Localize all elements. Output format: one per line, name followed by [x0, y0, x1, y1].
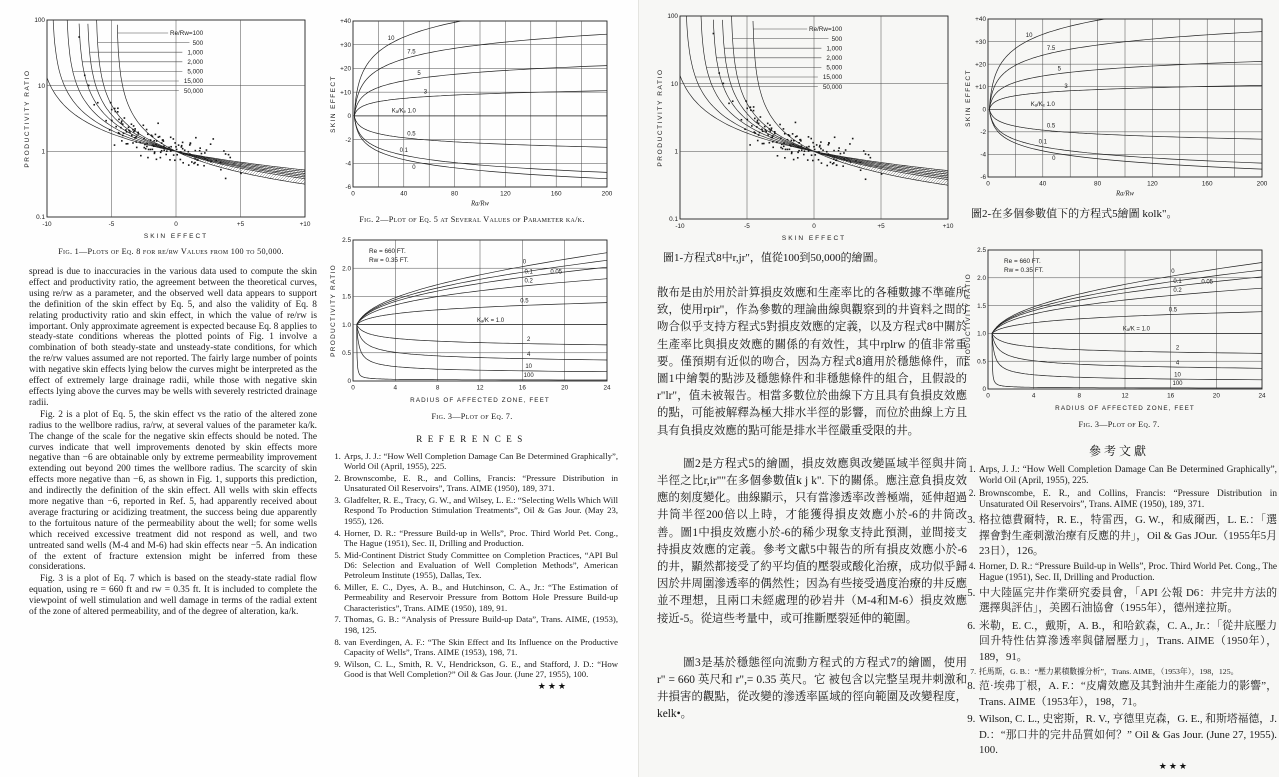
fig3-chart [326, 235, 614, 409]
paragraph: 圖2是方程式5的繪圖，損皮效應與改變區域半徑與井筒半徑之比r,ir""在多個參數值k j k". 下的關係。應注意負損皮效應的刻度變化。曲線顯示，只有當滲透率改善極端，延伸超過井筒半徑200倍以上時，才能獲得損皮效應小於-6的井筒改善。圖1中損皮效應小於-6的稀少現象支持此預測，並間接支持損皮效應的定義。參考文獻5中報告的所有損皮效應小於-6的井，顯然都接受了約平均值的壓裂或酸化治療，成功似乎歸因於井周圍滲透率的偶然性；因為有些接受過度治療的井反應並不理想，且兩口未經處理的砂岩井（M-4和M-6）損皮效應接近-5。從這些考量中，或可推斷壓裂延伸的範圍。 [657, 457, 967, 625]
reference-item: 2. Brownscombe, E. R., and Collins, Francis: “Pressure Distribution in Unsaturated Oil Reservoirs”, Trans. AIME (1950), 189, 371. [978, 489, 1277, 511]
article-body-english [29, 267, 317, 618]
svg-text:160: 160 [550, 190, 562, 198]
svg-text:1.5: 1.5 [342, 293, 351, 301]
svg-text:Ra/Rw: Ra/Rw [1115, 190, 1135, 198]
svg-text:Rw = 0.35 FT.: Rw = 0.35 FT. [1004, 267, 1044, 274]
figure-1 [20, 14, 322, 257]
svg-text:50,000: 50,000 [183, 87, 204, 95]
references-heading-zh: 參考文獻 [1088, 444, 1149, 458]
reference-item: 9. Wilson, C. L., 史密斯，R. V., 亨德里克森，G. E., 和斯塔福德，J. D.：“那口井的完井品質如何？” Oil & Gas Jour. (June 27, 1955). 100. [978, 712, 1277, 759]
svg-text:7.5: 7.5 [407, 49, 416, 56]
reference-item: 1. Arps, J. J.: “How Well Completion Damage Can Be Determined Graphically”, World Oil (April, 1955), 225. [978, 465, 1277, 487]
paragraph: 圖3是基於穩態徑向流動方程式的方程式7的繪圖，使用 r" = 660 英尺和 r",= 0.35 英尺。它 被包含以完整呈現井刺激和井損害的觀點，從改變的滲透率區域的徑向範圍及改變程度，kelk•。 [657, 656, 967, 721]
svg-text:+5: +5 [877, 223, 885, 230]
svg-text:1.0: 1.0 [977, 330, 986, 338]
svg-text:8: 8 [435, 384, 440, 392]
left-column-chinese [653, 10, 971, 724]
svg-text:80: 80 [1094, 180, 1102, 188]
svg-text:+5: +5 [236, 221, 245, 228]
left-column-english [20, 14, 322, 618]
end-of-article-mark: ★★★ [1158, 760, 1189, 771]
reference-item: 7. 托馬斯，G. B.：“壓力累積數據分析”，Trans. AIME，（1953年），198，125。 [978, 667, 1277, 677]
fig1-caption-zh: 圖1-方程式8中r,jr"，值從100到50,000的繪圖。 [663, 252, 885, 264]
end-of-article-mark: ★★★ [537, 681, 568, 692]
svg-text:1: 1 [41, 148, 45, 156]
figure-1-translated [653, 10, 971, 265]
svg-text:0.5: 0.5 [977, 358, 986, 366]
right-column-english [326, 16, 618, 692]
svg-text:100: 100 [667, 13, 678, 21]
figure-3-translated [961, 245, 1277, 430]
article-body-chinese [657, 285, 967, 724]
svg-text:24: 24 [1258, 392, 1266, 400]
references-heading: REFERENCES [416, 434, 528, 444]
svg-text:+10: +10 [340, 89, 351, 97]
svg-text:200: 200 [1256, 180, 1268, 188]
svg-text:50,000: 50,000 [822, 83, 843, 91]
svg-text:5: 5 [417, 71, 421, 78]
svg-text:0.5: 0.5 [520, 298, 529, 305]
svg-text:SKIN EFFECT: SKIN EFFECT [781, 235, 847, 242]
svg-text:10: 10 [387, 36, 395, 43]
references-list-chinese [961, 465, 1277, 759]
svg-text:Kₐ/Kₑ 1.0: Kₐ/Kₑ 1.0 [391, 108, 416, 115]
svg-text:0: 0 [1052, 155, 1056, 162]
fig3-chart [961, 245, 1269, 417]
reference-item: 5. Mid-Continent District Study Committee on Completion Practices, “API Bul D6: Selection and Evaluation of Well Completion Methods”, American Petroleum Institute (1955), Dallas, Tex. [343, 550, 618, 581]
reference-item: 9. Wilson, C. L., Smith, R. V., Hendrickson, G. E., and Stafford, J. D.: “How Good is that Well Completion?” Oil & Gas Jour. (June 27, 1955), 100. [343, 659, 618, 680]
svg-text:2.0: 2.0 [977, 275, 986, 282]
svg-text:PRODUCTIVITY RATIO: PRODUCTIVITY RATIO [965, 273, 972, 366]
reference-item: 4. Horner, D. R.: “Pressure Build-up in Wells”, Proc. Third World Pet. Cong., The Hague (1951), Sec. II, Drilling and Production. [978, 562, 1277, 584]
svg-text:0: 0 [347, 113, 351, 121]
svg-text:+40: +40 [340, 18, 351, 26]
svg-text:100: 100 [34, 17, 45, 25]
svg-text:RADIUS OF AFFECTED ZONE, FEET: RADIUS OF AFFECTED ZONE, FEET [1055, 405, 1195, 412]
svg-text:10: 10 [1025, 32, 1033, 39]
svg-text:1,000: 1,000 [826, 45, 843, 53]
svg-text:+20: +20 [340, 65, 351, 73]
svg-text:500: 500 [831, 35, 843, 43]
svg-text:1.0: 1.0 [342, 321, 351, 329]
svg-text:4: 4 [393, 384, 398, 392]
svg-text:RADIUS OF AFFECTED ZONE, FEET: RADIUS OF AFFECTED ZONE, FEET [410, 397, 550, 404]
fig2-chart [326, 16, 614, 212]
reference-item: 8. van Everdingen, A. F.: “The Skin Effect and Its Influence on the Productive Capacity of Wells”, Trans. AIME (1953), 198, 71. [343, 637, 618, 658]
svg-text:3: 3 [1064, 83, 1068, 90]
svg-text:SKIN EFFECT: SKIN EFFECT [965, 69, 972, 127]
reference-item: 3. 格拉德費爾特，R. E.，特雷西，G. W.，和威爾西，L. E.：「選擇會對生產刺激治療有反應的井」，Oil & Gas JOur.（1955年5月23日），126。 [978, 513, 1277, 560]
svg-text:10: 10 [525, 364, 533, 371]
svg-text:-5: -5 [108, 221, 115, 228]
svg-text:0: 0 [351, 190, 355, 198]
svg-text:10: 10 [670, 80, 678, 88]
svg-text:+30: +30 [975, 38, 986, 46]
svg-text:0: 0 [174, 221, 178, 228]
paragraph: spread is due to inaccuracies in the various data used to compute the skin effect and productivity ratio, the agreement between the theoretical curves, using re/rw as a parameter, and the observed well data appears to support the definition of the skin effect by Eq. 5, and also the validity of Eq. 8 relating productivity ratio and skin effect, in which the value of re/rw is important. Only approximate agreement is expected because Eq. 8 applies to steady-state conditions whereas the plotted points of Fig. 1 involve a combination of both steady-state and unsteady-state conditions, for which the re/rw values assumed are not reported. The fairly large number of points with negative skin effects lying below the curves might be interpreted as the effect of extremely large drainage radii, while those with negative skin effects lying above the curves may be wells with severely restricted drainage radii. [29, 267, 317, 408]
svg-text:0.5: 0.5 [342, 350, 351, 357]
svg-text:0.1: 0.1 [399, 148, 408, 155]
fig1-chart [653, 10, 957, 246]
svg-text:-5: -5 [744, 223, 750, 230]
svg-text:24: 24 [603, 384, 611, 392]
fig2-chart [961, 14, 1269, 202]
svg-text:Kₐ/K = 1.0: Kₐ/K = 1.0 [1122, 326, 1150, 333]
svg-text:100: 100 [1172, 381, 1183, 388]
svg-text:10: 10 [37, 82, 45, 90]
svg-text:80: 80 [451, 190, 459, 198]
figure-2-translated [961, 14, 1277, 221]
svg-text:20: 20 [561, 384, 569, 392]
svg-text:1: 1 [674, 148, 678, 156]
svg-text:10: 10 [1174, 372, 1181, 379]
svg-text:4: 4 [527, 351, 531, 358]
svg-text:0: 0 [522, 259, 527, 266]
svg-text:PRODUCTIVITY RATIO: PRODUCTIVITY RATIO [24, 69, 31, 168]
svg-text:0.2: 0.2 [1173, 288, 1182, 295]
svg-text:16: 16 [1167, 392, 1175, 400]
fig2-caption-zh: 圖2-在多個參數值下的方程式5繪圖 kolk"。 [971, 208, 1178, 220]
references-list-english [326, 451, 618, 679]
reference-item: 8. 范·埃弗丁根，A. F.：“皮膚效應及其對油井生產能力的影響”，Trans. AIME（1953年），198，71。 [978, 679, 1277, 710]
svg-text:-2: -2 [980, 129, 986, 137]
svg-text:PRODUCTIVITY RATIO: PRODUCTIVITY RATIO [657, 68, 664, 167]
reference-item: 7. Thomas, G. B.: “Analysis of Pressure Build-up Data”, Trans. AIME, (1953), 198, 125. [343, 614, 618, 635]
svg-text:0: 0 [412, 164, 416, 171]
svg-text:Re = 660 FT.: Re = 660 FT. [1004, 258, 1041, 265]
svg-text:0: 0 [351, 384, 355, 392]
svg-text:-6: -6 [345, 184, 351, 192]
svg-text:4: 4 [1175, 360, 1180, 367]
page-chinese [638, 0, 1279, 777]
reference-item: 6. 米勒，E. C.，戴斯，A. B.，和哈欽森，C. A., Jr.：「從井底壓力回升特性估算滲透率與儲層壓力」，Trans. AIME（1950年），189，91。 [978, 619, 1277, 666]
svg-text:0.05: 0.05 [550, 269, 563, 276]
svg-text:+30: +30 [340, 41, 351, 49]
svg-text:20: 20 [1212, 392, 1220, 400]
svg-text:0: 0 [986, 180, 990, 188]
svg-text:15,000: 15,000 [183, 78, 204, 86]
svg-text:2: 2 [1175, 345, 1180, 352]
svg-text:8: 8 [1077, 392, 1082, 400]
svg-text:Re/Rw=100: Re/Rw=100 [809, 26, 843, 34]
svg-text:-6: -6 [980, 174, 986, 182]
svg-text:-10: -10 [42, 221, 52, 228]
svg-text:0.1: 0.1 [669, 216, 678, 224]
svg-text:0: 0 [812, 223, 816, 230]
paragraph: Fig. 3 is a plot of Eq. 7 which is based on the steady-state radial flow equation, using re = 660 ft and rw = 0.35 ft. It is included to complete the viewpoint of well stimulation and well damage in terms of the radial extent of the zone of altered permeability, and of the degree of alteration, ka/k. [29, 574, 317, 618]
svg-text:Kₐ/K = 1.0: Kₐ/K = 1.0 [477, 317, 505, 324]
svg-text:1.5: 1.5 [977, 302, 986, 310]
svg-text:160: 160 [1201, 180, 1213, 188]
reference-item: 4. Horner, D. R.: “Pressure Build-up in Wells”, Proc. Third World Pet. Cong., The Hague (1951), Sec. II, Drilling and Production. [343, 528, 618, 549]
svg-text:-2: -2 [345, 136, 351, 144]
fig1-chart [20, 14, 314, 244]
svg-text:0.2: 0.2 [524, 278, 533, 285]
svg-text:15,000: 15,000 [822, 74, 843, 82]
svg-text:16: 16 [518, 384, 526, 392]
svg-text:100: 100 [523, 373, 534, 380]
figure-3 [326, 235, 618, 422]
svg-text:2.5: 2.5 [977, 247, 986, 255]
svg-text:Ra/Rw: Ra/Rw [470, 200, 490, 208]
svg-text:+20: +20 [975, 61, 986, 69]
svg-text:0.5: 0.5 [1046, 123, 1056, 130]
svg-text:1,000: 1,000 [187, 49, 204, 57]
fig3-caption: Fig. 3—Plot of Eq. 7. [1078, 420, 1160, 429]
reference-item: 5. 中大陸區完井作業研究委員會，「API 公報 D6：井完井方法的選擇與評估」，美國石油協會（1955年），德州達拉斯。 [978, 586, 1277, 617]
figure-2 [326, 16, 618, 225]
svg-text:5,000: 5,000 [826, 64, 843, 72]
svg-text:3: 3 [423, 89, 428, 96]
svg-text:2.0: 2.0 [342, 265, 351, 273]
svg-text:2: 2 [527, 336, 531, 343]
svg-text:Kₐ/Kₑ 1.0: Kₐ/Kₑ 1.0 [1030, 102, 1055, 109]
svg-text:40: 40 [1039, 180, 1047, 188]
svg-text:0: 0 [982, 386, 986, 394]
svg-text:500: 500 [192, 39, 204, 47]
svg-text:Re/Rw=100: Re/Rw=100 [170, 30, 204, 38]
fig3-caption: Fig. 3—Plot of Eq. 7. [431, 412, 513, 421]
svg-text:2.5: 2.5 [342, 237, 351, 245]
fig2-caption: Fig. 2—Plot of Eq. 5 at Several Values of Parameter ka/k. [359, 215, 585, 224]
svg-text:-10: -10 [675, 223, 685, 230]
svg-text:200: 200 [601, 190, 613, 198]
svg-text:0: 0 [986, 392, 990, 400]
svg-text:12: 12 [1121, 392, 1129, 400]
svg-text:0.1: 0.1 [1173, 279, 1182, 286]
svg-text:5,000: 5,000 [187, 68, 204, 76]
svg-text:+40: +40 [975, 16, 986, 24]
svg-text:2,000: 2,000 [826, 55, 843, 62]
paragraph: 散布是由於用於計算損皮效應和生產率比的各種數據不準確所致，使用rpir"，作為參數的理論曲線與觀察到的井資料之間的吻合似乎支持方程式5對損皮效應的定義，以及方程式8中關於生產率比與損皮效應的關係的有效性，其中rplrw 的值非常重要。僅預期有近似的吻合，因為方程式8適用於穩態條件，而圖1中繪製的點涉及穩態條件和非穩態條件的組合，且假設的r"lr"，值未被報告。相當多數位於曲線下方且具有負損皮效應的點，可能被解釋為極大排水半徑的影響，而位於曲線上方且具有負損皮效應的點可能是排水半徑嚴重受限的井。 [657, 287, 967, 437]
svg-text:0: 0 [1171, 269, 1175, 276]
svg-text:0.5: 0.5 [407, 131, 416, 138]
paragraph: Fig. 2 is a plot of Eq. 5, the skin effect vs the ratio of the altered zone radius to the wellbore radius, ra/rw, at several values of the parameter ka/k. The change of the scale for the negative skin effects should be noted. The curves indicate that well improvements denoted by skin effects more negative than −6 are obtainable only by extreme permeability improvement extending out beyond 200 times the wellbore radius. The scarcity of skin effects more negative than −6, as shown in Fig. 1, supports this prediction, and indirectly the definition of the skin effect. All wells with skin effects more negative than −6, reported in Ref. 5, had apparently received about average fracturing or acidizing treatment, the success being due apparently to the fortuitous nature of the permeability about the well; for some wells which received excessive treatment did not respond as well, and two untreated sand wells (M-4 and M-6) had skin effects near −5. An indication of the extent of fracture extension might be inferred from these considerations. [29, 409, 317, 573]
page-english [0, 0, 638, 777]
reference-item: 6. Miller, E. C., Dyes, A. B., and Hutchinson, C. A., Jr.: “The Estimation of Permeability and Reservoir Pressure from Bottom Hole Pressure Build-up Characteristics”, Trans. AIME (1950), 189, 91. [343, 582, 618, 613]
svg-text:+10: +10 [942, 223, 954, 230]
svg-text:0.5: 0.5 [1168, 307, 1178, 314]
svg-text:0.05: 0.05 [1201, 279, 1214, 286]
svg-text:+10: +10 [975, 83, 986, 91]
svg-text:0.1: 0.1 [1038, 139, 1047, 146]
svg-text:5: 5 [1057, 66, 1061, 73]
svg-text:-4: -4 [980, 151, 986, 159]
right-column-chinese [961, 14, 1277, 772]
svg-text:0: 0 [347, 378, 351, 386]
svg-text:0.1: 0.1 [36, 214, 45, 222]
svg-text:2,000: 2,000 [187, 59, 204, 66]
svg-text:PRODUCTIVITY RATIO: PRODUCTIVITY RATIO [330, 264, 337, 357]
svg-text:Re = 660 FT.: Re = 660 FT. [369, 248, 406, 255]
svg-text:7.5: 7.5 [1046, 45, 1056, 52]
svg-text:12: 12 [476, 384, 484, 392]
reference-item: 1. Arps, J. J.: “How Well Completion Damage Can Be Determined Graphically”, World Oil (April, 1955), 225. [343, 451, 618, 472]
svg-text:4: 4 [1031, 392, 1036, 400]
reference-item: 2. Brownscombe, E. R., and Collins, Francis: “Pressure Distribution in Unsaturated Oil Reservoirs”, Trans. AIME (1950), 189, 371. [343, 473, 618, 494]
svg-text:0.1: 0.1 [524, 269, 533, 276]
svg-text:-4: -4 [345, 160, 351, 168]
svg-text:0: 0 [982, 106, 986, 114]
svg-text:Rw = 0.35 FT.: Rw = 0.35 FT. [369, 257, 409, 264]
svg-text:SKIN EFFECT: SKIN EFFECT [143, 233, 209, 240]
reference-item: 3. Gladfelter, R. E., Tracy, G. W., and Wilsey, L. E.: “Selecting Wells Which Will Respond To Production Stimulation Treatments”, Oil & Gas Jour. (May 23, 1955), 126. [343, 495, 618, 526]
svg-text:40: 40 [400, 190, 408, 198]
svg-text:SKIN EFFECT: SKIN EFFECT [330, 75, 337, 133]
fig1-caption: Fig. 1—Plots of Eq. 8 for re/rw Values from 100 to 50,000. [58, 247, 284, 256]
svg-text:120: 120 [500, 190, 511, 198]
svg-text:+10: +10 [299, 221, 311, 228]
svg-text:120: 120 [1147, 180, 1158, 188]
